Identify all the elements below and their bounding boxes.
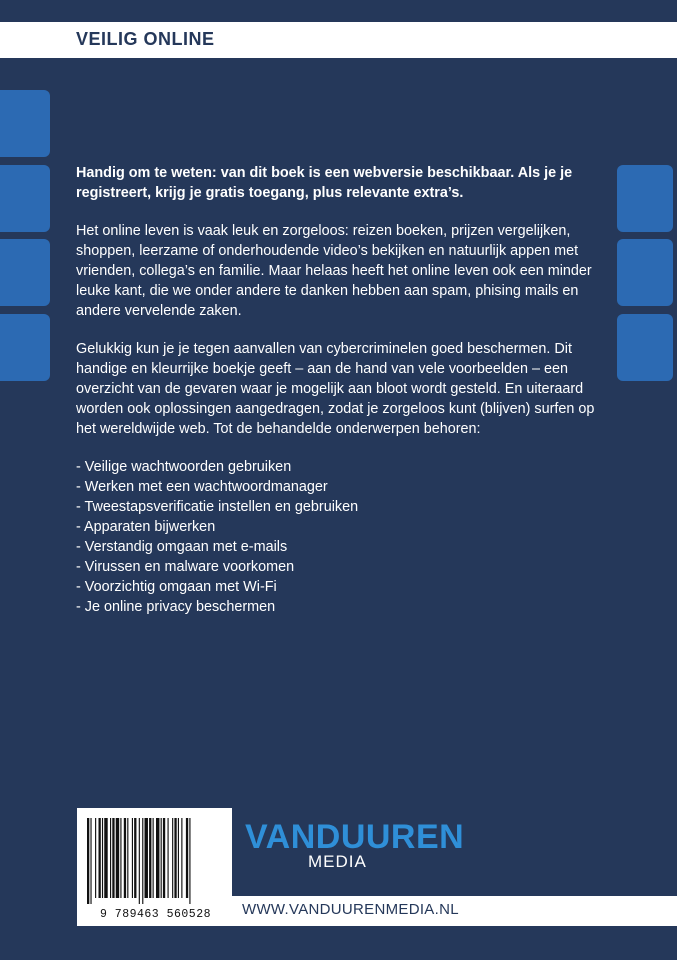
barcode-bar xyxy=(95,818,96,898)
topic-item: - Werken met een wachtwoordmanager xyxy=(76,479,328,495)
blurb xyxy=(76,163,611,617)
topic-list xyxy=(76,457,611,617)
left-tab-2 xyxy=(0,165,50,232)
barcode xyxy=(77,808,232,926)
paragraph-1: Het online leven is vaak leuk en zorgeloos: reizen boeken, prijzen vergelijken, shoppen, leerzame of onderhoudende video’s bekijken en natuurlijk appen met vrienden, collega’s en familie. Maar helaas heeft het online leven ook een minder leuke kant, die we onder andere te danken hebben aan spam, phising mails en andere vervelende zaken. xyxy=(76,223,592,319)
barcode-icon xyxy=(85,818,224,904)
barcode-bar xyxy=(161,818,162,898)
barcode-bar xyxy=(172,818,173,898)
barcode-bar xyxy=(99,818,101,898)
barcode-bar xyxy=(134,818,136,898)
right-tab-3 xyxy=(617,314,673,381)
barcode-bar xyxy=(178,818,179,898)
publisher-name-part1: VAN xyxy=(245,818,316,856)
left-tab-4 xyxy=(0,314,50,381)
paragraph-2: Gelukkig kun je je tegen aanvallen van cybercriminelen goed beschermen. Dit handige en kleurrijke boekje geeft – aan de hand van vele voorbeelden – een overzicht van de gevaren waar je mogelijk aan bloot wordt gesteld. En uiteraard worden ook oplossingen aangedragen, zodat je zorgeloos kunt (blijven) surfen op het wereldwijde web. Tot de behandelde onderwerpen behoren: xyxy=(76,341,595,437)
isbn-number: 9 789463 560528 xyxy=(99,908,212,921)
barcode-bar xyxy=(139,818,140,904)
barcode-bar xyxy=(120,818,121,898)
barcode-bar xyxy=(87,818,89,904)
publisher-name xyxy=(245,818,465,856)
barcode-bar xyxy=(174,818,176,898)
barcode-bar xyxy=(186,818,188,898)
barcode-bar xyxy=(145,818,148,898)
barcode-bar xyxy=(149,818,151,898)
website-url: WWW.VANDUURENMEDIA.NL xyxy=(242,901,459,918)
barcode-bar xyxy=(168,818,169,898)
topic-item: - Tweestapsverificatie instellen en gebruiken xyxy=(76,499,359,515)
publisher-name-part2: DUUREN xyxy=(315,818,465,856)
topic-item: - Verstandig omgaan met e-mails xyxy=(76,539,288,555)
barcode-bar xyxy=(153,818,154,898)
publisher-subtitle: MEDIA xyxy=(308,852,367,871)
right-tab-1 xyxy=(617,165,673,232)
barcode-bar xyxy=(127,818,128,898)
topic-item: - Virussen en malware voorkomen xyxy=(76,559,295,575)
barcode-bar xyxy=(104,818,107,898)
barcode-bar xyxy=(110,818,111,898)
barcode-bar xyxy=(112,818,114,898)
barcode-bar xyxy=(90,818,91,904)
topic-item: - Veilige wachtwoorden gebruiken xyxy=(76,459,292,475)
left-tab-1 xyxy=(0,90,50,157)
publisher-logo xyxy=(245,818,465,878)
title-bar xyxy=(0,22,677,58)
barcode-bar xyxy=(163,818,165,898)
barcode-bar xyxy=(189,818,190,904)
right-tab-2 xyxy=(617,239,673,306)
book-title: VEILIG ONLINE xyxy=(76,29,215,49)
topic-item: - Je online privacy beschermen xyxy=(76,599,276,615)
topic-item: - Apparaten bijwerken xyxy=(76,519,216,535)
website-bar xyxy=(232,896,677,926)
barcode-bar xyxy=(181,818,182,898)
topic-item: - Voorzichtig omgaan met Wi-Fi xyxy=(76,579,277,595)
intro-paragraph: Handig om te weten: van dit boek is een webversie beschikbaar. Als je je registreert, krijg je gratis toegang, plus relevante extra’s. xyxy=(76,165,573,201)
barcode-bar xyxy=(142,818,143,904)
barcode-bar xyxy=(156,818,159,898)
barcode-bar xyxy=(132,818,133,898)
barcode-bar xyxy=(102,818,103,898)
left-tab-3 xyxy=(0,239,50,306)
barcode-bar xyxy=(116,818,119,898)
barcode-bar xyxy=(124,818,126,898)
